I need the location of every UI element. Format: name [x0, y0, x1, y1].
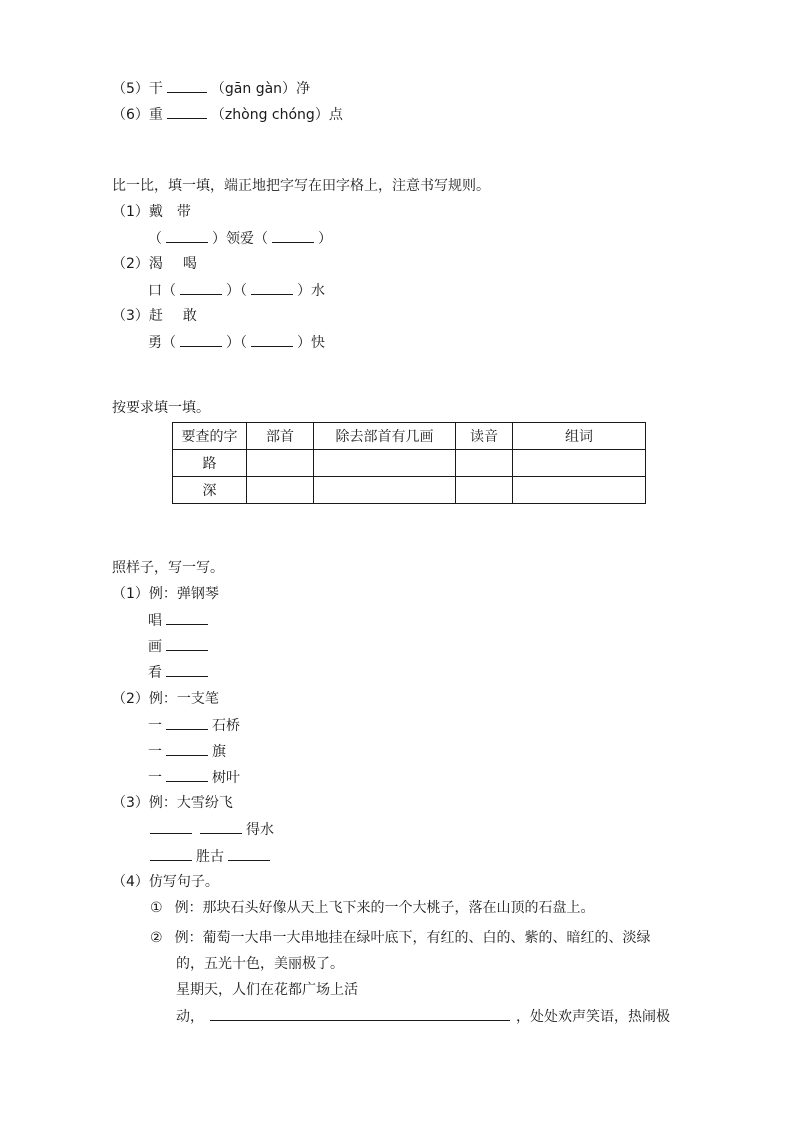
- word-fragment: ）（: [226, 335, 247, 351]
- question-1-pair: [112, 202, 191, 222]
- table-header: 除去部首有几画: [314, 423, 456, 450]
- table-row: [173, 450, 646, 477]
- table-cell[interactable]: [247, 450, 314, 477]
- table-cell[interactable]: [456, 450, 513, 477]
- answer-blank[interactable]: [167, 104, 207, 119]
- idiom-fragment: 得水: [246, 822, 274, 838]
- table-row: [173, 477, 646, 504]
- answer-blank[interactable]: [251, 280, 293, 295]
- example-sentence: 例：葡萄一大串一大串地挂在绿叶底下，有红的、白的、紫的、暗红的、淡绿: [174, 930, 651, 946]
- verb: 唱: [148, 613, 162, 629]
- example-2: [150, 928, 651, 948]
- question-number: （2）: [112, 256, 149, 272]
- answer-blank[interactable]: [166, 715, 208, 730]
- verb: 看: [148, 665, 162, 681]
- answer-blank[interactable]: [166, 767, 208, 782]
- question-number: （3）: [112, 308, 149, 324]
- table-cell[interactable]: [314, 450, 456, 477]
- answer-blank[interactable]: [167, 78, 207, 93]
- answer-blank[interactable]: [228, 846, 270, 861]
- answer-blank[interactable]: [150, 819, 192, 834]
- noun: 旗: [212, 744, 226, 760]
- character: 渴: [148, 256, 163, 272]
- table-cell[interactable]: [314, 477, 456, 504]
- verb-item: [148, 610, 212, 630]
- paren: （: [148, 231, 162, 247]
- character: 带: [176, 204, 191, 220]
- character: 点: [328, 107, 343, 123]
- section-title-compare: 比一比，填一填，端正地把字写在田字格上，注意书写规则。: [112, 178, 490, 194]
- question-3-pair: [112, 306, 197, 326]
- measure-item: [148, 767, 240, 787]
- pinyin-options: （zhòng chóng）: [210, 107, 329, 123]
- verb-item: [148, 636, 212, 656]
- table-header-row: [173, 423, 646, 450]
- answer-blank[interactable]: [200, 819, 242, 834]
- word-fragment: ）快: [297, 335, 325, 351]
- number-word: 一: [148, 744, 162, 760]
- table-cell: 深: [173, 477, 247, 504]
- paren: ）: [318, 231, 332, 247]
- question-2-fill: [148, 280, 325, 300]
- question-number: （5）: [112, 81, 149, 97]
- number-word: 一: [148, 770, 162, 786]
- word-fragment: ）（: [226, 283, 247, 299]
- character: 敢: [182, 308, 197, 324]
- noun: 树叶: [212, 770, 240, 786]
- answer-blank[interactable]: [251, 332, 293, 347]
- question-1-fill: [148, 228, 332, 248]
- question-4-title: （4）仿写句子。: [112, 874, 219, 890]
- answer-blank[interactable]: [210, 1006, 510, 1021]
- character: 净: [296, 81, 311, 97]
- table-cell[interactable]: [247, 477, 314, 504]
- sentence-fragment: 动，: [176, 1009, 204, 1025]
- idiom-line-2: [150, 846, 274, 866]
- answer-blank[interactable]: [166, 636, 208, 651]
- section-title-imitate: 照样子，写一写。: [112, 560, 224, 576]
- practice-line: 星期天，人们在花都广场上活: [176, 982, 358, 998]
- table-cell: 路: [173, 450, 247, 477]
- measure-item: [148, 715, 240, 735]
- question-2-pair: [112, 254, 197, 274]
- table-header: 要查的字: [173, 423, 247, 450]
- character: 干: [148, 81, 163, 97]
- pinyin-options: （gān gàn）: [210, 81, 297, 97]
- question-3-fill: [148, 332, 325, 352]
- character: 戴: [148, 204, 163, 220]
- table-cell[interactable]: [513, 477, 646, 504]
- character: 重: [148, 107, 163, 123]
- verb: 画: [148, 639, 162, 655]
- question-6: [112, 104, 343, 124]
- question-5: [112, 78, 310, 98]
- answer-blank[interactable]: [166, 610, 208, 625]
- answer-blank[interactable]: [166, 228, 208, 243]
- number-word: 一: [148, 718, 162, 734]
- example-2-cont: 的，五光十色，美丽极了。: [176, 956, 344, 972]
- noun: 石桥: [212, 718, 240, 734]
- practice-fill: [176, 1006, 670, 1026]
- measure-item: [148, 741, 226, 761]
- question-number: （6）: [112, 107, 149, 123]
- table-cell[interactable]: [513, 450, 646, 477]
- answer-blank[interactable]: [166, 741, 208, 756]
- answer-blank[interactable]: [272, 228, 314, 243]
- word-fragment: ）领爱（: [212, 231, 268, 247]
- answer-blank[interactable]: [180, 332, 222, 347]
- question-number: （1）: [112, 204, 149, 220]
- answer-blank[interactable]: [166, 662, 208, 677]
- table-header: 部首: [247, 423, 314, 450]
- sentence-fragment: ，处处欢声笑语，热闹极: [516, 1009, 670, 1025]
- circled-number: ②: [150, 930, 163, 946]
- word-fragment: ）水: [297, 283, 325, 299]
- table-header: 组词: [513, 423, 646, 450]
- question-2-example: （2）例：一支笔: [112, 691, 219, 707]
- question-1-example: （1）例：弹钢琴: [112, 586, 219, 602]
- character: 赶: [148, 308, 163, 324]
- lookup-table: [172, 422, 646, 504]
- word-fragment: 口（: [148, 283, 176, 299]
- table-cell[interactable]: [456, 477, 513, 504]
- table-header: 读音: [456, 423, 513, 450]
- question-3-example: （3）例：大雪纷飞: [112, 795, 233, 811]
- answer-blank[interactable]: [150, 846, 192, 861]
- example-1: [150, 898, 595, 918]
- section-title-table: 按要求填一填。: [112, 400, 210, 416]
- answer-blank[interactable]: [180, 280, 222, 295]
- word-fragment: 勇（: [148, 335, 176, 351]
- idiom-fragment: 胜古: [196, 849, 224, 865]
- example-sentence: 例：那块石头好像从天上飞下来的一个大桃子，落在山顶的石盘上。: [174, 900, 595, 916]
- idiom-line-1: [150, 819, 274, 839]
- circled-number: ①: [150, 900, 163, 916]
- character: 喝: [182, 256, 197, 272]
- verb-item: [148, 662, 212, 682]
